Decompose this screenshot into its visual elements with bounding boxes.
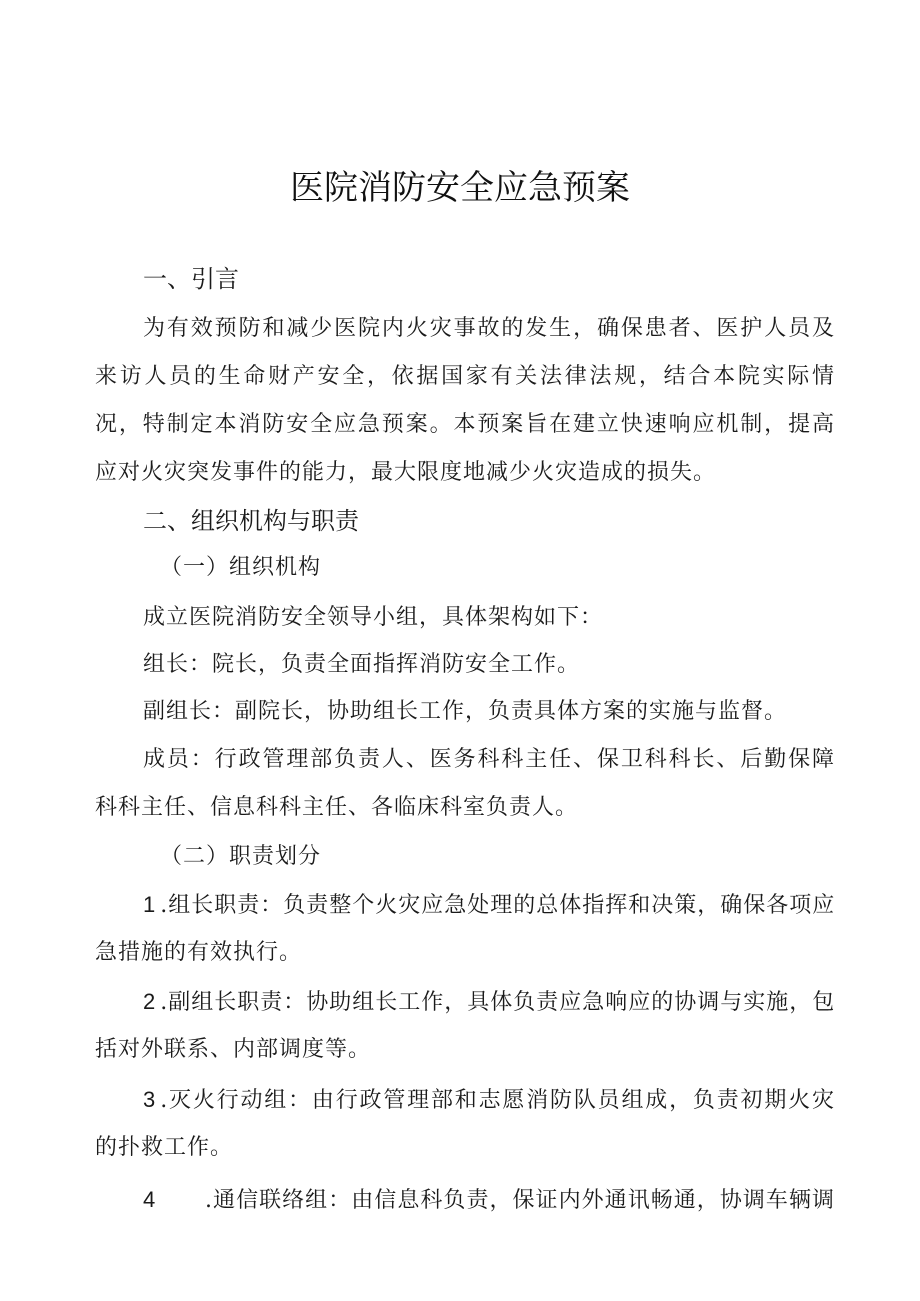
paragraph-line: 来访人员的生命财产安全，依据国家有关法律法规，结合本院实际情 bbox=[95, 364, 835, 389]
list-item-text: .组长职责：负责整个火灾应急处理的总体指挥和决策，确保各项应 bbox=[160, 893, 836, 918]
list-item-number: 4 bbox=[143, 1187, 157, 1212]
section-heading-organization: 二、组织机构与职责 bbox=[143, 507, 359, 535]
list-item bbox=[143, 987, 835, 1018]
paragraph-line: 应对火灾突发事件的能力，最大限度地减少火灾造成的损失。 bbox=[95, 460, 717, 485]
list-item bbox=[143, 1185, 835, 1216]
list-item-number: 3 bbox=[143, 1087, 157, 1112]
list-item bbox=[143, 890, 835, 921]
paragraph-line: 的扑救工作。 bbox=[95, 1135, 234, 1160]
paragraph-line: 成员：行政管理部负责人、医务科科主任、保卫科科长、后勤保障 bbox=[143, 747, 835, 772]
paragraph-line: 组长：院长，负责全面指挥消防安全工作。 bbox=[143, 652, 581, 677]
paragraph-line: 科科主任、信息科科主任、各临床科室负责人。 bbox=[95, 795, 579, 820]
document-title: 医院消防安全应急预案 bbox=[290, 168, 630, 208]
paragraph-line: 急措施的有效执行。 bbox=[95, 940, 303, 965]
paragraph-line: 为有效预防和减少医院内火灾事故的发生，确保患者、医护人员及 bbox=[143, 316, 835, 341]
subsection-heading: （一）组织机构 bbox=[160, 555, 322, 580]
list-item-text: .通信联络组：由信息科负责，保证内外通讯畅通，协调车辆调 bbox=[205, 1188, 835, 1213]
paragraph-line: 况，特制定本消防安全应急预案。本预案旨在建立快速响应机制，提高 bbox=[95, 412, 835, 437]
paragraph-line: 成立医院消防安全领导小组，具体架构如下： bbox=[143, 605, 604, 630]
paragraph-line: 副组长：副院长，协助组长工作，负责具体方案的实施与监督。 bbox=[143, 699, 788, 724]
list-item-text: .副组长职责：协助组长工作，具体负责应急响应的协调与实施，包 bbox=[160, 990, 836, 1015]
list-item-number: 2 bbox=[143, 989, 157, 1014]
list-item bbox=[143, 1085, 835, 1116]
section-heading-intro: 一、引言 bbox=[143, 265, 239, 293]
list-item-text: .灭火行动组：由行政管理部和志愿消防队员组成，负责初期火灾 bbox=[160, 1088, 835, 1113]
subsection-heading: （二）职责划分 bbox=[160, 844, 322, 869]
list-item-number: 1 bbox=[143, 892, 157, 917]
paragraph-line: 括对外联系、内部调度等。 bbox=[95, 1037, 372, 1062]
